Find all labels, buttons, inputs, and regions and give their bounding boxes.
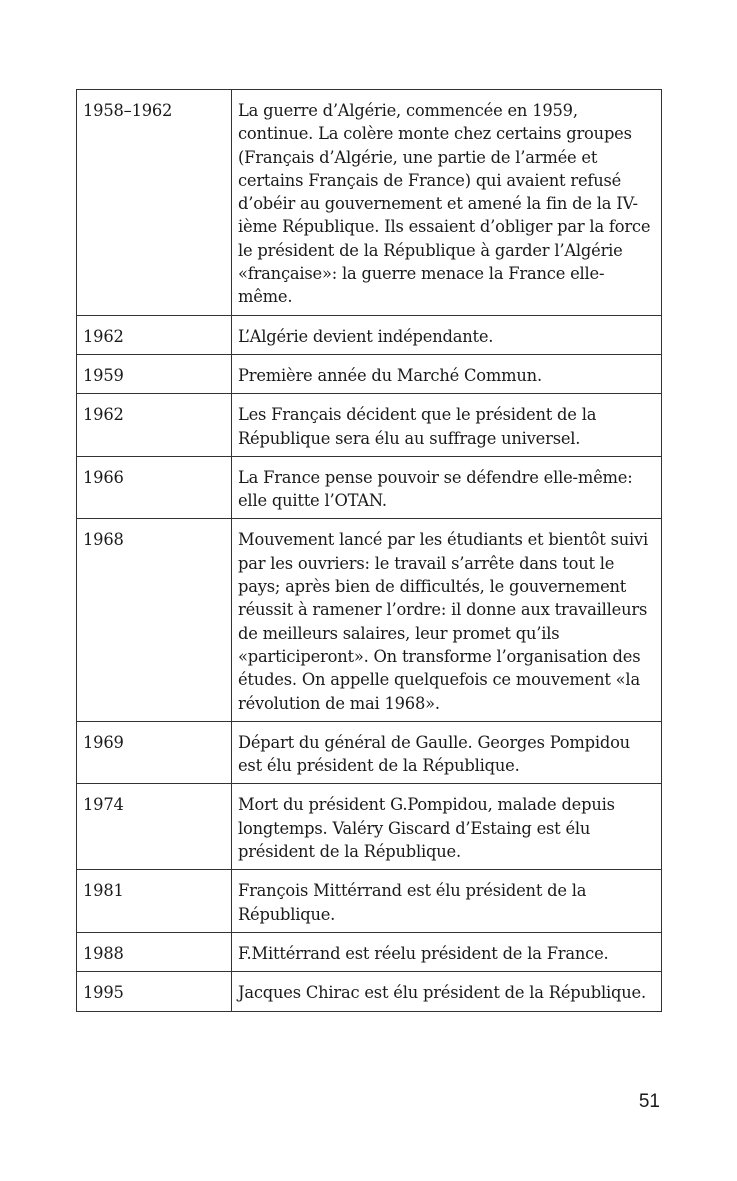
event-cell: La guerre d’Algérie, commencée en 1959, continue. La colère monte chez certains groupes (Français d’Algérie, une partie de l’armée et certains Français de France) qui avaient refusé d’obéir au gouvernement et amené la fin de la IV-ième République. Ils essaient d’obliger par la force le président de la République à garder l’Algérie «française»: la guerre menace la France elle-même. <box>232 90 662 316</box>
year-cell: 1981 <box>77 870 232 933</box>
event-cell: Mouvement lancé par les étudiants et bientôt suivi par les ouvriers: le travail s’arrête dans tout le pays; après bien de difficultés, le gouvernement réussit à ramener l’ordre: il donne aux travailleurs de meilleurs salaires, leur promet qu’ils «participeront». On transforme l’organisation des études. On appelle quelquefois ce mouvement «la révolution de mai 1968». <box>232 519 662 721</box>
table-row <box>77 456 662 519</box>
event-cell: François Mittérrand est élu président de la République. <box>232 870 662 933</box>
event-cell: Mort du président G.Pompidou, malade depuis longtemps. Valéry Giscard d’Estaing est élu président de la République. <box>232 784 662 870</box>
event-cell: Les Français décident que le président de la République sera élu au suffrage universel. <box>232 394 662 457</box>
event-cell: Départ du général de Gaulle. Georges Pompidou est élu président de la République. <box>232 721 662 784</box>
table-row <box>77 354 662 393</box>
chronology-table <box>76 89 662 1012</box>
year-cell: 1974 <box>77 784 232 870</box>
year-cell: 1969 <box>77 721 232 784</box>
table-row <box>77 932 662 971</box>
table-row <box>77 90 662 316</box>
table-row <box>77 394 662 457</box>
table-row <box>77 519 662 721</box>
table-row <box>77 784 662 870</box>
year-cell: 1995 <box>77 972 232 1011</box>
event-cell: L’Algérie devient indépendante. <box>232 315 662 354</box>
table-row <box>77 870 662 933</box>
year-cell: 1959 <box>77 354 232 393</box>
year-cell: 1958–1962 <box>77 90 232 316</box>
table-row <box>77 315 662 354</box>
event-cell: Jacques Chirac est élu président de la République. <box>232 972 662 1011</box>
year-cell: 1966 <box>77 456 232 519</box>
year-cell: 1968 <box>77 519 232 721</box>
table-row <box>77 972 662 1011</box>
year-cell: 1988 <box>77 932 232 971</box>
event-cell: F.Mittérrand est réelu président de la France. <box>232 932 662 971</box>
year-cell: 1962 <box>77 315 232 354</box>
event-cell: Première année du Marché Commun. <box>232 354 662 393</box>
event-cell: La France pense pouvoir se défendre elle-même: elle quitte l’OTAN. <box>232 456 662 519</box>
year-cell: 1962 <box>77 394 232 457</box>
table-row <box>77 721 662 784</box>
page-number: 51 <box>638 1091 660 1112</box>
